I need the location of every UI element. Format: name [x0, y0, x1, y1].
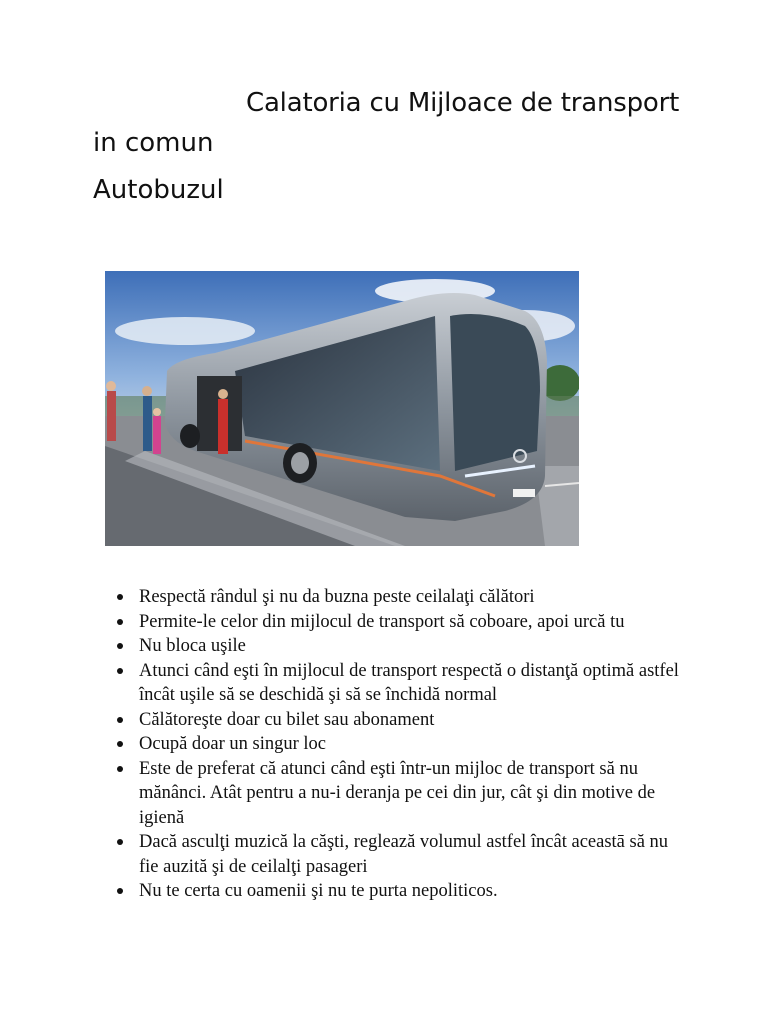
document-subtitle: Autobuzul — [93, 175, 224, 205]
document-title-line-1: Calatoria cu Mijloace de transport — [246, 88, 680, 118]
list-item: Este de preferat că atunci când eşti într-un mijloc de transport să nu mănânci. Atât pentru a nu-i deranja pe cei din jur, cât şi din motive de igienă — [106, 757, 686, 831]
list-item: Călătoreşte doar cu bilet sau abonament — [106, 708, 686, 733]
bus-photo — [105, 271, 579, 546]
list-item: Nu te certa cu oamenii şi nu te purta nepoliticos. — [106, 879, 686, 904]
list-item: Permite-le celor din mijlocul de transport să coboare, apoi urcă tu — [106, 610, 686, 635]
list-item: Atunci când eşti în mijlocul de transport respectă o distanţă optimă astfel încât uşile să se deschidă şi să se închidă normal — [106, 659, 686, 708]
list-item: Ocupă doar un singur loc — [106, 732, 686, 757]
document-title-line-2: in comun — [93, 128, 214, 158]
rules-list — [106, 585, 686, 904]
list-item: Respectă rândul şi nu da buzna peste ceilalaţi călători — [106, 585, 686, 610]
list-item: Nu bloca uşile — [106, 634, 686, 659]
list-item: Dacă asculţi muzică la căşti, reglează volumul astfel încât aceastā să nu fie auzită şi de ceilalţi pasageri — [106, 830, 686, 879]
